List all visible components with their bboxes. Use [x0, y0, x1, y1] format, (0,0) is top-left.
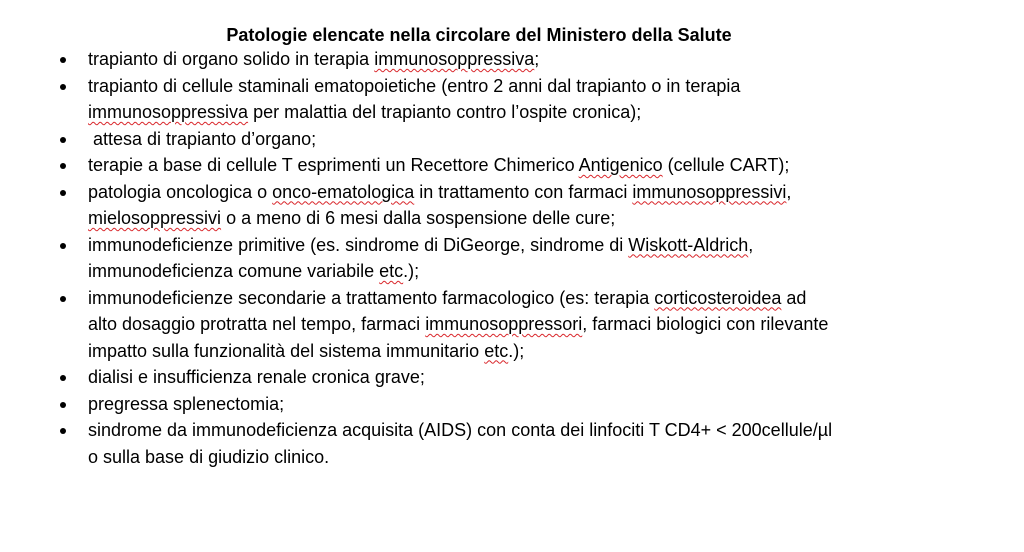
list-item — [60, 179, 960, 232]
bullet-icon — [60, 296, 66, 302]
spellcheck-word: immunosoppressori — [425, 314, 583, 334]
list-item-line: alto dosaggio protratta nel tempo, farmaci immunosoppressori, farmaci biologici con rilevante — [88, 314, 829, 334]
list-item — [60, 364, 960, 391]
list-item — [60, 285, 960, 365]
list-item-line: o sulla base di giudizio clinico. — [88, 446, 330, 467]
spellcheck-word: etc — [379, 261, 404, 281]
list-item-line: immunodeficienze secondarie a trattamento farmacologico (es: terapia corticosteroidea ad — [88, 287, 807, 308]
spellcheck-word: immunosoppressivi — [632, 181, 787, 202]
spellcheck-word: immunosoppressiva — [88, 102, 249, 122]
list-item — [60, 417, 960, 470]
spellcheck-word: immunosoppressiva — [374, 49, 535, 69]
bullet-icon — [60, 163, 66, 169]
bullet-icon — [60, 57, 66, 63]
list-item-line: immunodeficienza comune variabile etc.); — [88, 261, 420, 281]
list-item-line: impatto sulla funzionalità del sistema immunitario etc.); — [88, 340, 525, 361]
spellcheck-word: corticosteroidea — [654, 287, 782, 308]
bullet-icon — [60, 428, 66, 434]
spellcheck-word: onco-ematologica — [272, 181, 415, 202]
list-item-line: immunosoppressiva per malattia del trapianto contro l’ospite cronica); — [88, 102, 642, 122]
list-item — [60, 152, 960, 179]
list-item-line: trapianto di cellule staminali ematopoietiche (entro 2 anni dal trapianto o in terapia — [88, 75, 741, 96]
bullet-icon — [60, 243, 66, 249]
list-item-line: attesa di trapianto d’organo; — [93, 128, 317, 149]
list-item-line: dialisi e insufficienza renale cronica grave; — [88, 367, 425, 387]
list-item-line: mielosoppressivi o a meno di 6 mesi dalla sospensione delle cure; — [88, 208, 616, 228]
bullet-icon — [60, 137, 66, 143]
spellcheck-word: mielosoppressivi — [88, 208, 222, 228]
spellcheck-word: Wiskott-Aldrich — [628, 234, 749, 255]
list-item-line: terapie a base di cellule T esprimenti un Recettore Chimerico Antigenico (cellule CART); — [88, 155, 790, 175]
list-item-line: trapianto di organo solido in terapia immunosoppressiva; — [88, 49, 540, 69]
bullet-icon — [60, 190, 66, 196]
list-item — [60, 232, 960, 285]
spellcheck-word: Antigenico — [578, 155, 663, 175]
bullet-icon — [60, 402, 66, 408]
list-item — [60, 46, 960, 73]
list-item — [60, 391, 960, 418]
list-item-line: sindrome da immunodeficienza acquisita (AIDS) con conta dei linfociti T CD4+ < 200cellule/µl — [88, 420, 833, 440]
bullet-icon — [60, 375, 66, 381]
document-title: Patologie elencate nella circolare del Ministero della Salute — [226, 25, 732, 45]
pathology-list — [60, 46, 960, 470]
list-item-line: pregressa splenectomia; — [88, 393, 285, 414]
list-item — [60, 73, 960, 126]
bullet-icon — [60, 84, 66, 90]
list-item — [60, 126, 960, 153]
list-item-line: immunodeficienze primitive (es. sindrome di DiGeorge, sindrome di Wiskott-Aldrich, — [88, 234, 754, 255]
list-item-line: patologia oncologica o onco-ematologica in trattamento con farmaci immunosoppressivi, — [88, 181, 792, 202]
spellcheck-word: etc — [484, 340, 509, 361]
